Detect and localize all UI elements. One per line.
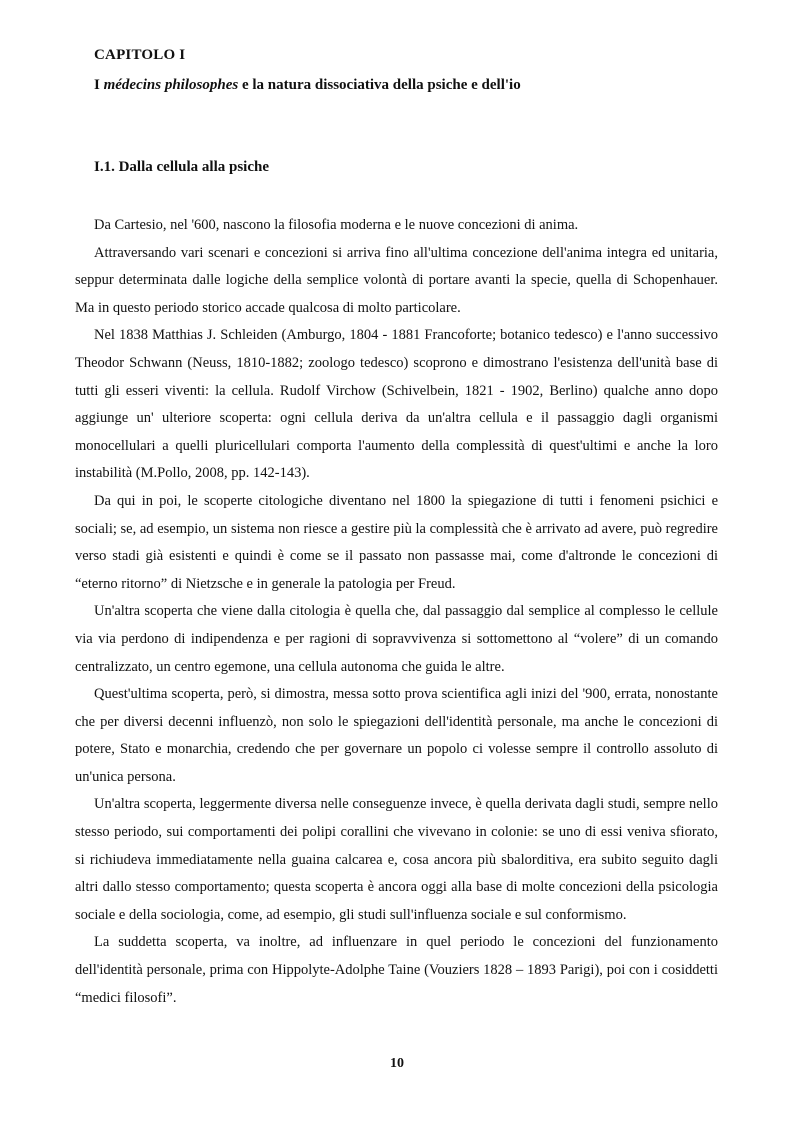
chapter-title-prefix: I — [94, 77, 104, 93]
body-text — [75, 212, 718, 1012]
page-number: 10 — [390, 1056, 404, 1071]
paragraph: La suddetta scoperta, va inoltre, ad influenzare in quel periodo le concezioni del funzionamento dell'identità personale, prima con Hippolyte-Adolphe Taine (Vouziers 1828 – 1893 Parigi), poi con i cosiddetti “medici filosofi”. — [75, 934, 718, 1006]
chapter-label: CAPITOLO I — [94, 47, 186, 63]
paragraph: Nel 1838 Matthias J. Schleiden (Amburgo, 1804 - 1881 Francoforte; botanico tedesco) e l'anno successivo Theodor Schwann (Neuss, 1810-1882; zoologo tedesco) scoprono e dimostrano l'esistenza dell'unità base di tutti gli esseri viventi: la cellula. Rudolf Virchow (Schivelbein, 1821 - 1902, Berlino) qualche anno dopo aggiunge un' ulteriore scoperta: ogni cellula deriva da un'altra cellula e il passaggio dagli organismi monocellulari a quelli pluricellulari comporta l'aumento della complessità di quest'ultimi e anche la loro instabilità (M.Pollo, 2008, pp. 142-143). — [75, 327, 718, 482]
chapter-title-suffix: e la natura dissociativa della psiche e dell'io — [238, 77, 521, 93]
paragraph: Da Cartesio, nel '600, nascono la filosofia moderna e le nuove concezioni di anima. — [94, 217, 579, 233]
chapter-title — [94, 77, 521, 94]
paragraph: Quest'ultima scoperta, però, si dimostra, messa sotto prova scientifica agli inizi del '900, errata, nonostante che per diversi decenni influenzò, non solo le spiegazioni dell'identità personale, ma anche le concezioni di potere, Stato e monarchia, credendo che per governare un popolo ci volesse sempre il controllo assoluto di un'unica persona. — [75, 686, 718, 785]
paragraph: Da qui in poi, le scoperte citologiche diventano nel 1800 la spiegazione di tutti i fenomeni psichici e sociali; se, ad esempio, un sistema non riesce a gestire più la complessità che è arrivato ad avere, può regredire verso stadi già esistenti e quindi è come se il passato non passasse mai, come d'altronde le concezioni di “eterno ritorno” di Nietzsche e in generale la patologia per Freud. — [75, 492, 718, 592]
paragraph: Un'altra scoperta che viene dalla citologia è quella che, dal passaggio dal semplice al complesso le cellule via via perdono di indipendenza e per ragioni di sopravvivenza si sottomettono al “volere” di un comando centralizzato, un centro egemone, una cellula autonoma che guida le altre. — [75, 603, 718, 675]
section-title: I.1. Dalla cellula alla psiche — [94, 159, 270, 175]
paragraph: Un'altra scoperta, leggermente diversa nelle conseguenze invece, è quella derivata dagli studi, sempre nello stesso periodo, sui comportamenti dei polipi corallini che vivevano in colonie: se uno di essi veniva sfiorato, si richiudeva immediatamente nella guaina calcarea e, cosa ancora più sbalorditiva, era subito seguito dagli altri dallo stesso comportamento; questa scoperta è ancora oggi alla base di molte concezioni della psicologia sociale e della sociologia, come, ad esempio, gli studi sull'influenza sociale e sul conformismo. — [75, 796, 718, 923]
paragraph: Attraversando vari scenari e concezioni si arriva fino all'ultima concezione dell'anima integra ed unitaria, seppur determinata dalle logiche della semplice volontà di portare avanti la specie, quella di Schopenhauer. Ma in questo periodo storico accade qualcosa di molto particolare. — [75, 244, 718, 316]
chapter-title-italic: médecins philosophes — [103, 77, 239, 93]
